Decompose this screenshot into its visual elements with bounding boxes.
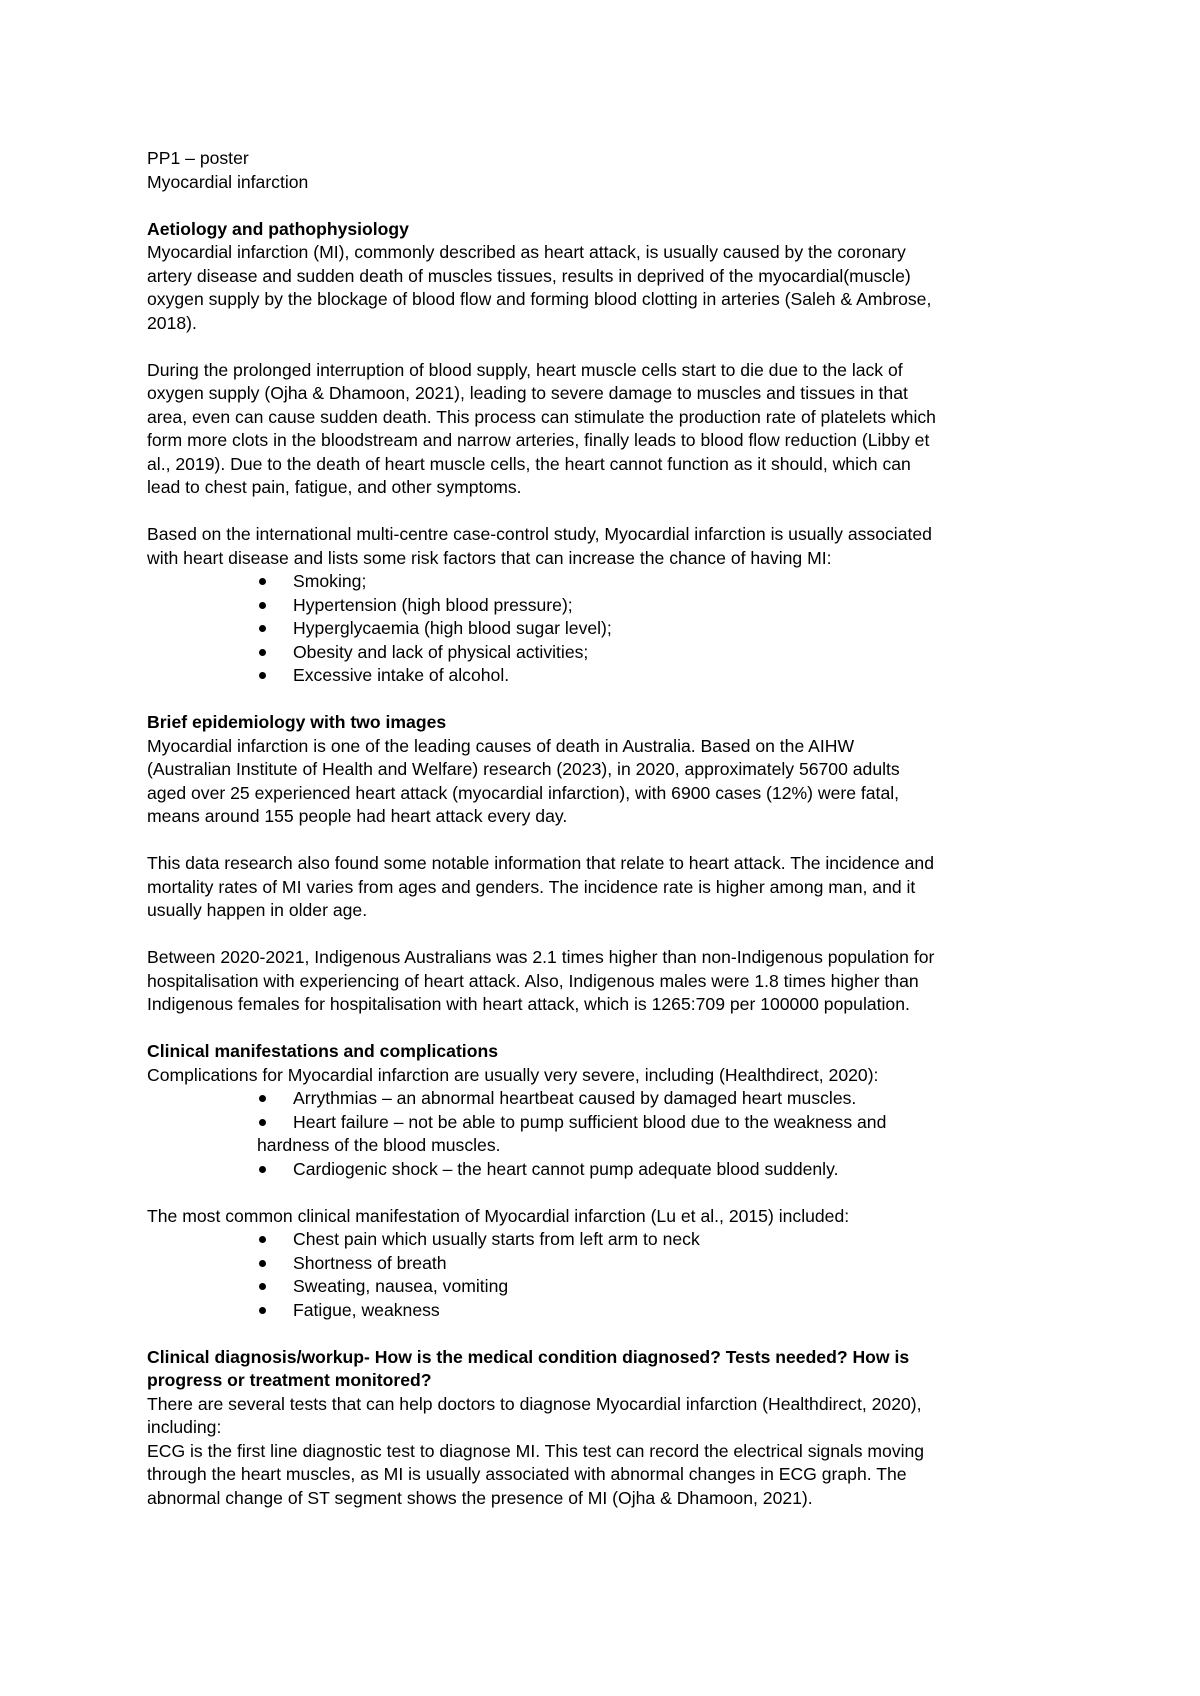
section-heading-clinical-manifestations: Clinical manifestations and complications <box>147 1041 498 1061</box>
complication-text: Heart failure – not be able to pump sufficient blood due to the weakness and <box>293 1111 887 1132</box>
aetiology-para1-line: oxygen supply by the blockage of blood flow and forming blood clotting in arteries (Saleh & Ambrose, <box>147 289 932 309</box>
complication-text: Arrythmias – an abnormal heartbeat caused by damaged heart muscles. <box>293 1088 857 1108</box>
epidemiology-para1-line: aged over 25 experienced heart attack (myocardial infarction), with 6900 cases (12%) were fatal, <box>147 782 900 803</box>
diagnosis-para2-line: through the heart muscles, as MI is usually associated with abnormal changes in ECG graph. The <box>147 1464 907 1484</box>
list-item <box>257 1111 1080 1158</box>
risk-factor-text: Hyperglycaemia (high blood sugar level); <box>293 618 612 638</box>
diagnosis-para2-line: ECG is the first line diagnostic test to diagnose MI. This test can record the electrical signals moving <box>147 1440 925 1461</box>
manifestation-text: Shortness of breath <box>293 1252 447 1273</box>
section-heading-diagnosis: Clinical diagnosis/workup- How is the medical condition diagnosed? Tests needed? How is <box>147 1346 910 1367</box>
list-item <box>257 1158 1080 1182</box>
epidemiology-para2-line: mortality rates of MI varies from ages and genders. The incidence rate is higher among man, and it <box>147 876 916 897</box>
aetiology-para2-line: form more clots in the bloodstream and narrow arteries, finally leads to blood flow reduction (Libby et <box>147 430 930 450</box>
manifestations-list <box>147 1228 1080 1322</box>
epidemiology-para1-line: Myocardial infarction is one of the leading causes of death in Australia. Based on the AIHW <box>147 735 855 756</box>
aetiology-para3-line: with heart disease and lists some risk factors that can increase the chance of having MI: <box>147 547 832 568</box>
risk-factor-text: Smoking; <box>293 571 367 591</box>
spacer <box>147 923 1080 947</box>
epidemiology-para3-line: hospitalisation with experiencing of heart attack. Also, Indigenous males were 1.8 times higher than <box>147 970 919 991</box>
diagnosis-para2-line: abnormal change of ST segment shows the presence of MI (Ojha & Dhamoon, 2021). <box>147 1487 813 1508</box>
epidemiology-para3-line: Between 2020-2021, Indigenous Australians was 2.1 times higher than non-Indigenous population for <box>147 947 935 967</box>
spacer <box>147 688 1080 712</box>
risk-factor-text: Obesity and lack of physical activities; <box>293 641 589 662</box>
epidemiology-para2-line: usually happen in older age. <box>147 900 368 920</box>
complication-first-line <box>257 1111 1080 1135</box>
list-item <box>257 594 1080 618</box>
complication-text-continued: hardness of the blood muscles. <box>257 1135 501 1155</box>
list-item <box>257 617 1080 641</box>
spacer <box>147 500 1080 524</box>
manifestation-text: Sweating, nausea, vomiting <box>293 1276 509 1296</box>
spacer <box>147 1017 1080 1041</box>
spacer <box>147 829 1080 853</box>
epidemiology-para2-line: This data research also found some notable information that relate to heart attack. The incidence and <box>147 853 934 873</box>
list-item <box>257 1228 1080 1252</box>
risk-factor-list <box>147 570 1080 688</box>
section-heading-epidemiology: Brief epidemiology with two images <box>147 712 447 732</box>
epidemiology-para1-line: means around 155 people had heart attack every day. <box>147 806 568 826</box>
manifestation-text: Chest pain which usually starts from left arm to neck <box>293 1229 700 1249</box>
section-heading-aetiology: Aetiology and pathophysiology <box>147 218 409 239</box>
spacer <box>147 1181 1080 1205</box>
list-item <box>257 664 1080 688</box>
doc-title-line2: Myocardial infarction <box>147 171 309 192</box>
complication-text: Cardiogenic shock – the heart cannot pump adequate blood suddenly. <box>293 1158 839 1179</box>
section-heading-diagnosis-continued: progress or treatment monitored? <box>147 1370 432 1390</box>
spacer <box>147 1322 1080 1346</box>
list-item <box>257 1087 1080 1111</box>
aetiology-para1-line: 2018). <box>147 312 197 333</box>
manifestations-intro: The most common clinical manifestation of Myocardial infarction (Lu et al., 2015) included: <box>147 1205 850 1226</box>
complications-list <box>147 1087 1080 1181</box>
aetiology-para2-line: al., 2019). Due to the death of heart muscle cells, the heart cannot function as it should, which can <box>147 453 911 474</box>
aetiology-para2-line: During the prolonged interruption of blood supply, heart muscle cells start to die due to the lack of <box>147 359 903 380</box>
manifestation-text: Fatigue, weakness <box>293 1299 440 1320</box>
complications-intro: Complications for Myocardial infarction are usually very severe, including (Healthdirect, 2020): <box>147 1064 879 1085</box>
list-item <box>257 1299 1080 1323</box>
diagnosis-para1-line: including: <box>147 1417 222 1437</box>
aetiology-para2-line: oxygen supply (Ojha & Dhamoon, 2021), leading to severe damage to muscles and tissues in that <box>147 383 908 403</box>
list-item <box>257 641 1080 665</box>
list-item <box>257 1275 1080 1299</box>
epidemiology-para3-line: Indigenous females for hospitalisation with heart attack, which is 1265:709 per 100000 population. <box>147 994 910 1014</box>
risk-factor-text: Hypertension (high blood pressure); <box>293 594 573 615</box>
list-item <box>257 1252 1080 1276</box>
spacer <box>147 335 1080 359</box>
list-item <box>257 570 1080 594</box>
doc-title-line1: PP1 – poster <box>147 148 249 168</box>
aetiology-para2-line: area, even can cause sudden death. This process can stimulate the production rate of platelets which <box>147 406 936 427</box>
spacer <box>147 194 1080 218</box>
risk-factor-text: Excessive intake of alcohol. <box>293 665 510 685</box>
epidemiology-para1-line: (Australian Institute of Health and Welfare) research (2023), in 2020, approximately 56700 adults <box>147 759 900 779</box>
aetiology-para2-line: lead to chest pain, fatigue, and other symptoms. <box>147 477 522 497</box>
aetiology-para1-line: Myocardial infarction (MI), commonly described as heart attack, is usually caused by the coronary <box>147 242 906 262</box>
diagnosis-para1-line: There are several tests that can help doctors to diagnose Myocardial infarction (Healthdirect, 2020), <box>147 1393 922 1414</box>
aetiology-para3-line: Based on the international multi-centre case-control study, Myocardial infarction is usually associated <box>147 524 932 544</box>
aetiology-para1-line: artery disease and sudden death of muscles tissues, results in deprived of the myocardial(muscle) <box>147 265 911 286</box>
